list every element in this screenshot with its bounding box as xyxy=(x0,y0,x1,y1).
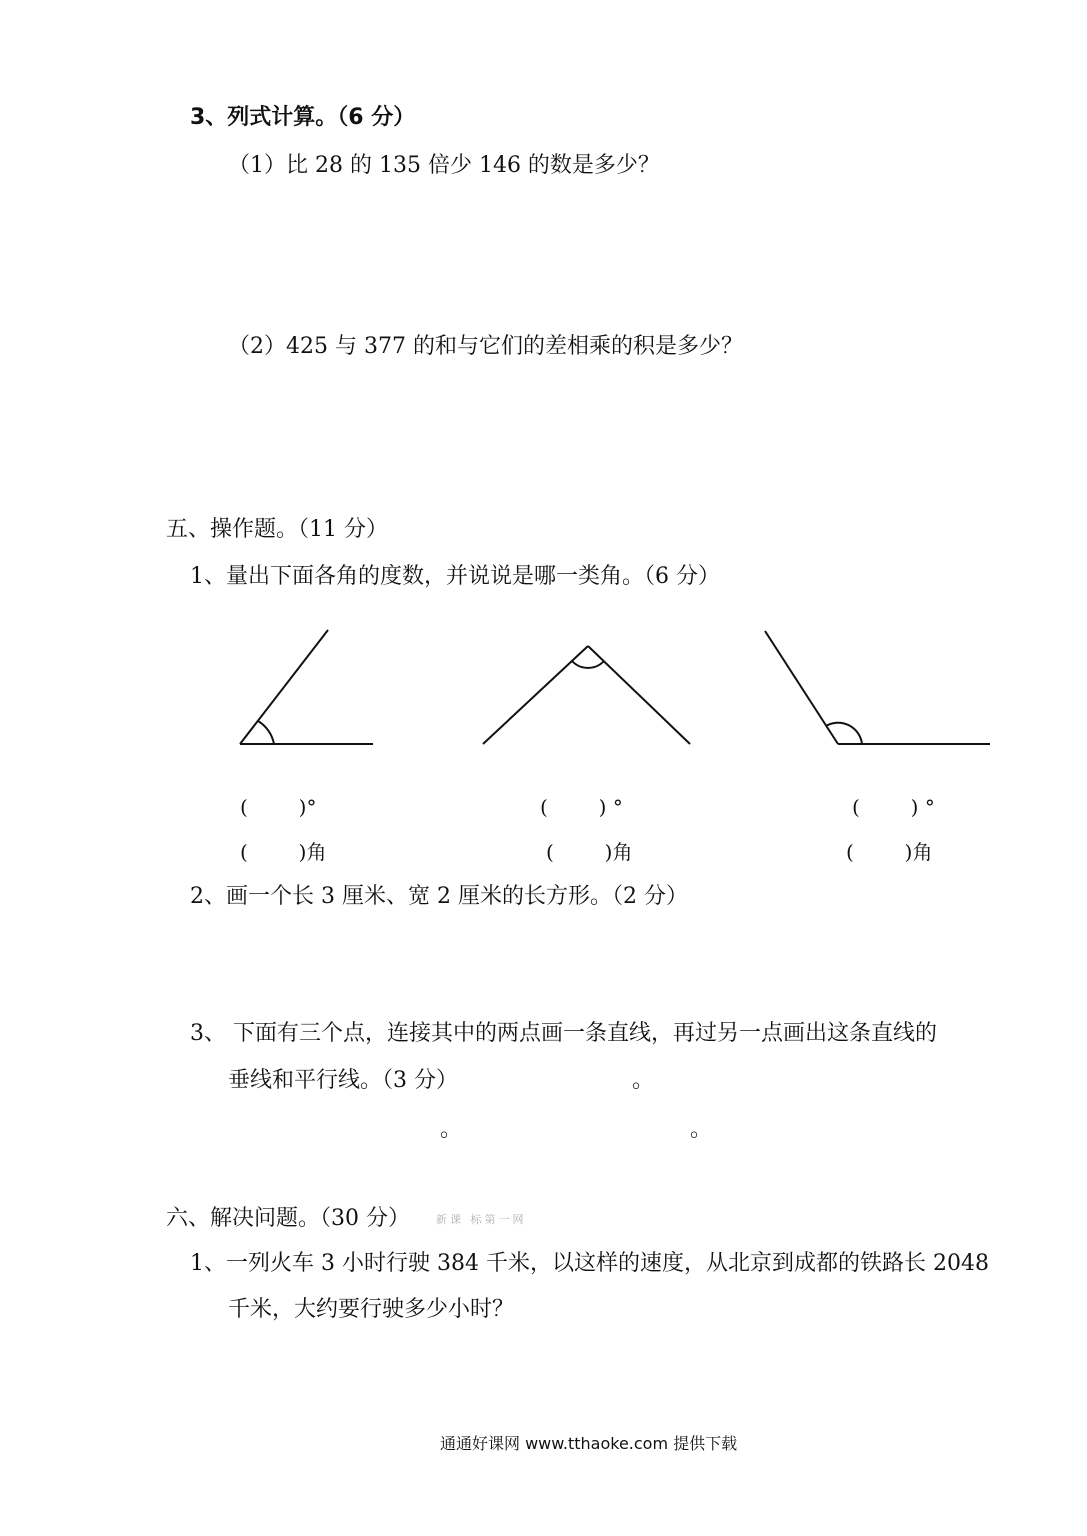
point-left: 。 xyxy=(440,1117,463,1142)
angle-obtuse-figure-2 xyxy=(765,631,990,744)
question-three-points-line1: 3、 下面有三个点，连接其中的两点画一条直线，再过另一点画出这条直线的 xyxy=(190,1021,937,1046)
section-title-calc: 3、列式计算。（6 分） xyxy=(190,105,416,130)
question-calc-2: （2）425 与 377 的和与它们的差相乘的积是多少？ xyxy=(228,334,743,359)
section-title-operation: 五、操作题。（11 分） xyxy=(166,517,388,542)
watermark-text: 新课 标第一网 xyxy=(436,1213,527,1226)
question-three-points-line2: 垂线和平行线。（3 分） xyxy=(228,1068,458,1093)
angle3-type-blank[interactable]: ( )角 xyxy=(846,840,933,864)
angle1-degree-blank[interactable]: ( )° xyxy=(240,795,317,819)
angle-obtuse-figure xyxy=(483,646,690,744)
question-calc-1: （1）比 28 的 135 倍少 146 的数是多少？ xyxy=(228,153,660,178)
question-train-line1: 1、一列火车 3 小时行驶 384 千米，以这样的速度，从北京到成都的铁路长 2048 xyxy=(190,1251,989,1276)
angle2-type-blank[interactable]: ( )角 xyxy=(546,840,633,864)
footer-source: 通通好课网 www.tthaoke.com 提供下载 xyxy=(440,1434,738,1453)
angle1-type-blank[interactable]: ( )角 xyxy=(240,840,327,864)
point-right: 。 xyxy=(690,1117,713,1142)
angle2-degree-blank[interactable]: ( ) ° xyxy=(540,795,623,819)
point-top: 。 xyxy=(632,1068,655,1093)
question-draw-rectangle: 2、画一个长 3 厘米、宽 2 厘米的长方形。（2 分） xyxy=(190,884,688,909)
angle3-degree-blank[interactable]: ( ) ° xyxy=(852,795,935,819)
question-train-line2: 千米，大约要行驶多少小时？ xyxy=(228,1297,515,1322)
angle-acute-figure xyxy=(240,630,373,744)
question-measure-angles: 1、量出下面各角的度数，并说说是哪一类角。（6 分） xyxy=(190,564,720,589)
section-title-problems: 六、解决问题。（30 分） xyxy=(166,1206,410,1231)
